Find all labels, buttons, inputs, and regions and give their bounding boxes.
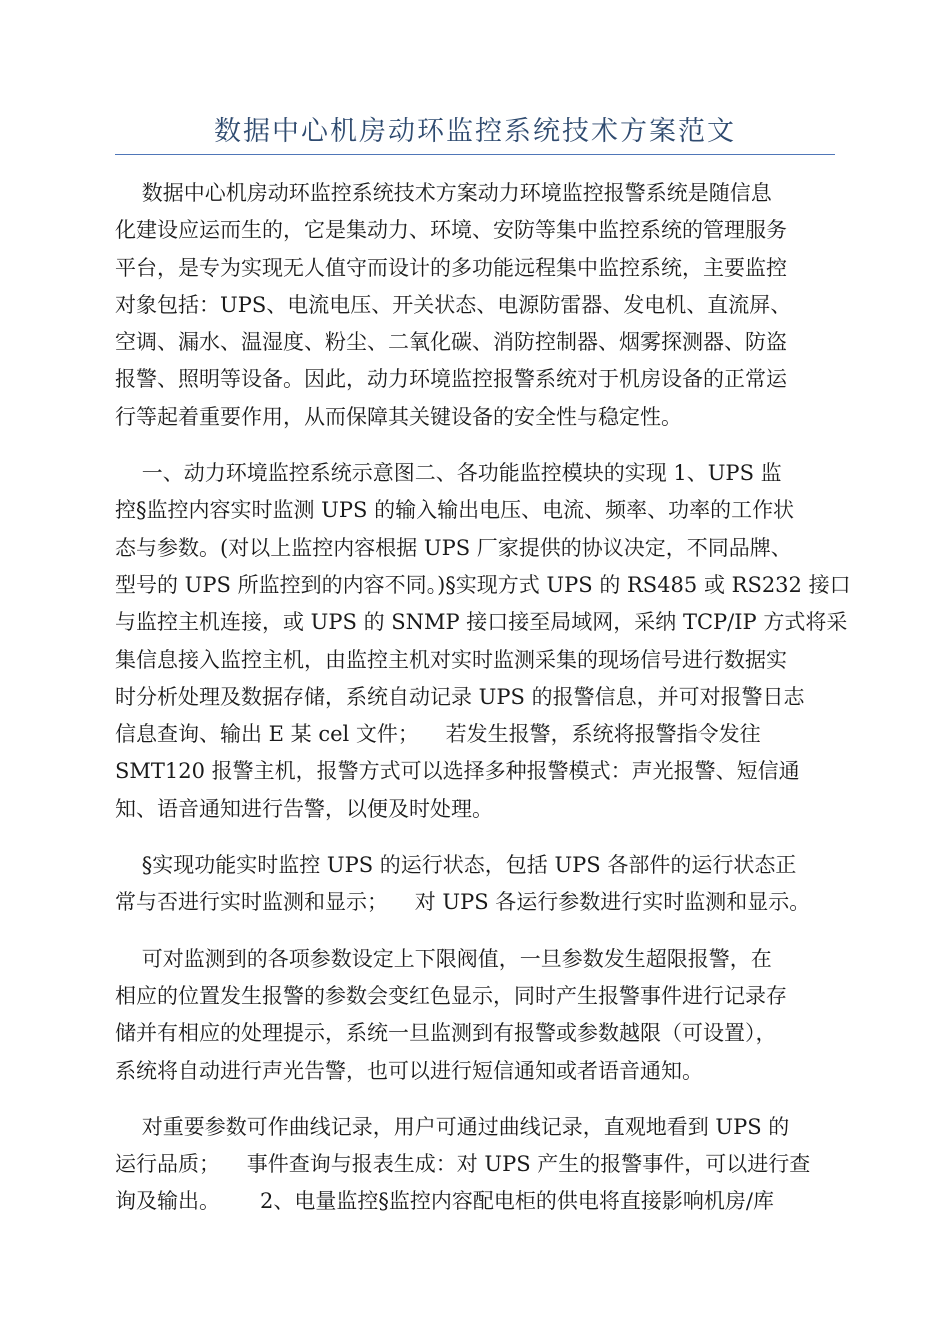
- text-line: 时分析处理及数据存储，系统自动记录 UPS 的报警信息，并可对报警日志: [115, 684, 805, 709]
- text-line: 空调、漏水、温湿度、粉尘、二氧化碳、消防控制器、烟雾探测器、防盗: [115, 330, 787, 355]
- title-underline: [115, 154, 835, 155]
- text-line: 化建设应运而生的，它是集动力、环境、安防等集中监控系统的管理服务: [115, 218, 787, 243]
- text-line: 平台，是专为实现无人值守而设计的多功能远程集中监控系统，主要监控: [115, 255, 787, 280]
- text-line: 相应的位置发生报警的参数会变红色显示，同时产生报警事件进行记录存: [115, 983, 787, 1008]
- body-paragraph: [115, 175, 835, 436]
- text-line: 对重要参数可作曲线记录，用户可通过曲线记录，直观地看到 UPS 的: [115, 1114, 790, 1139]
- text-line: 可对监测到的各项参数设定上下限阀值，一旦参数发生超限报警，在: [115, 946, 772, 971]
- text-line: 知、语音通知进行告警，以便及时处理。: [115, 796, 493, 821]
- text-line: 对象包括：UPS、电流电压、开关状态、电源防雷器、发电机、直流屏、: [115, 292, 792, 317]
- text-line: 态与参数。(对以上监控内容根据 UPS 厂家提供的协议决定，不同品牌、: [115, 535, 792, 560]
- text-line: SMT120 报警主机，报警方式可以选择多种报警模式：声光报警、短信通: [115, 759, 800, 784]
- text-line: 储并有相应的处理提示，系统一旦监测到有报警或参数越限（可设置），: [115, 1021, 777, 1046]
- text-line: 系统将自动进行声光告警，也可以进行短信通知或者语音通知。: [115, 1058, 703, 1083]
- text-line: 行等起着重要作用，从而保障其关键设备的安全性与稳定性。: [115, 404, 682, 429]
- body-paragraph: [115, 941, 835, 1090]
- text-line: 型号的 UPS 所监控到的内容不同。)§实现方式 UPS 的 RS485 或 RS232 接口: [115, 572, 851, 597]
- text-line: 与监控主机连接，或 UPS 的 SNMP 接口接至局域网，采纳 TCP/IP 方式将采: [115, 610, 848, 635]
- body-paragraph: [115, 1109, 835, 1221]
- body-paragraph: [115, 455, 851, 828]
- body-paragraph: [115, 847, 835, 922]
- text-line: 询及输出。 2、电量监控§监控内容配电柜的供电将直接影响机房/库: [115, 1189, 774, 1214]
- text-line: 信息查询、输出 E 某 cel 文件； 若发生报警，系统将报警指令发往: [115, 722, 761, 747]
- document-body: [115, 175, 851, 1240]
- text-line: §实现功能实时监控 UPS 的运行状态，包括 UPS 各部件的运行状态正: [115, 853, 797, 878]
- text-line: 集信息接入监控主机，由监控主机对实时监测采集的现场信号进行数据实: [115, 647, 787, 672]
- text-line: 控§监控内容实时监测 UPS 的输入输出电压、电流、频率、功率的工作状: [115, 498, 795, 523]
- document-title: 数据中心机房动环监控系统技术方案范文: [214, 116, 736, 147]
- text-line: 数据中心机房动环监控系统技术方案动力环境监控报警系统是随信息: [115, 181, 772, 205]
- text-line: 报警、照明等设备。因此，动力环境监控报警系统对于机房设备的正常运: [115, 367, 787, 392]
- text-line: 常与否进行实时监测和显示； 对 UPS 各运行参数进行实时监测和显示。: [115, 890, 811, 915]
- text-line: 运行品质； 事件查询与报表生成：对 UPS 产生的报警事件，可以进行查: [115, 1152, 811, 1177]
- text-line: 一、动力环境监控系统示意图二、各功能监控模块的实现 1、UPS 监: [115, 461, 782, 486]
